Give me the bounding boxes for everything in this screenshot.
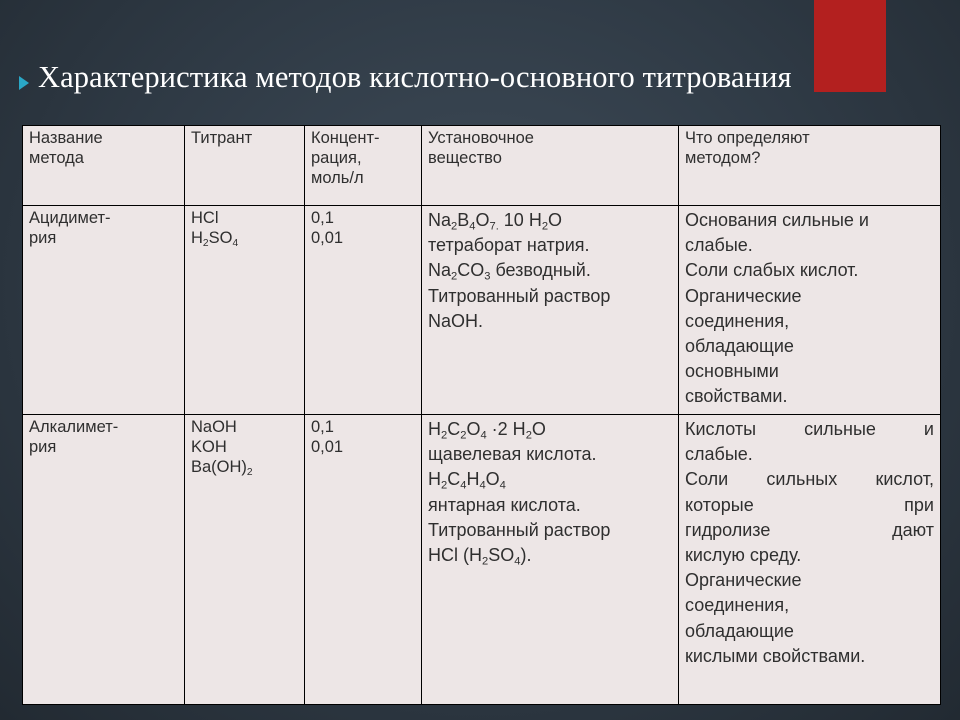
- formula-baoh2: $Ba(OH)_2$: [191, 458, 253, 479]
- formula-na2co3: $Na_2CO_3$ безводный.: [428, 260, 591, 283]
- cell-standard: $H_2C_2O_4 \cdot 2$ $H_2O$ щавелевая кислота. $H_2C_4H_4O_4$ янтарная кислота. Титрованный раствор HCl $(H_2SO_4)$.: [422, 415, 679, 705]
- formula-h2so4: $H_2SO_4$: [191, 229, 239, 250]
- cell-determines: Основания сильные и слабые. Соли слабых кислот. Органические соединения, обладающие основными свойствами.: [679, 206, 941, 415]
- formula-oxalic: $H_2C_2O_4 \cdot 2$ $H_2O$: [428, 419, 546, 442]
- cell-concentration: 0,1 0,01: [305, 415, 422, 705]
- cell-titrant: HCl $H_2SO_4$: [185, 206, 305, 415]
- header-determines: Что определяют методом?: [679, 126, 941, 206]
- formula-borax: $Na_2B_4O_{7.}$ 10 $H_2O$: [428, 210, 563, 233]
- bullet-arrow-icon: [19, 76, 29, 90]
- formula-succinic: $H_2C_4H_4O_4$: [428, 469, 506, 492]
- table-header-row: [23, 126, 941, 206]
- table-row-acidimetry: [23, 206, 941, 415]
- cell-concentration: 0,1 0,01: [305, 206, 422, 415]
- header-method: Название метода: [23, 126, 185, 206]
- header-titrant: Титрант: [185, 126, 305, 206]
- formula-hcl-h2so4: HCl $(H_2SO_4)$.: [428, 544, 532, 568]
- cell-method: Ацидимет- рия: [23, 206, 185, 415]
- cell-determines: Кислоты сильные и слабые. Соли сильных кислот, которые при гидролизе дают кислую среду. Органические соединения, обладающие кислыми свойствами.: [679, 415, 941, 705]
- header-concentration: Концент- рация, моль/л: [305, 126, 422, 206]
- methods-table: [22, 125, 941, 705]
- table-row-alkalimetry: [23, 415, 941, 705]
- cell-method: Алкалимет- рия: [23, 415, 185, 705]
- cell-standard: $Na_2B_4O_{7.}$ 10 $H_2O$ тетраборат натрия. $Na_2CO_3$ безводный. Титрованный раствор NaOH.: [422, 206, 679, 415]
- cell-titrant: NaOH KOH $Ba(OH)_2$: [185, 415, 305, 705]
- header-standard: Установочное вещество: [422, 126, 679, 206]
- slide-title: Характеристика методов кислотно-основного титрования: [38, 60, 792, 94]
